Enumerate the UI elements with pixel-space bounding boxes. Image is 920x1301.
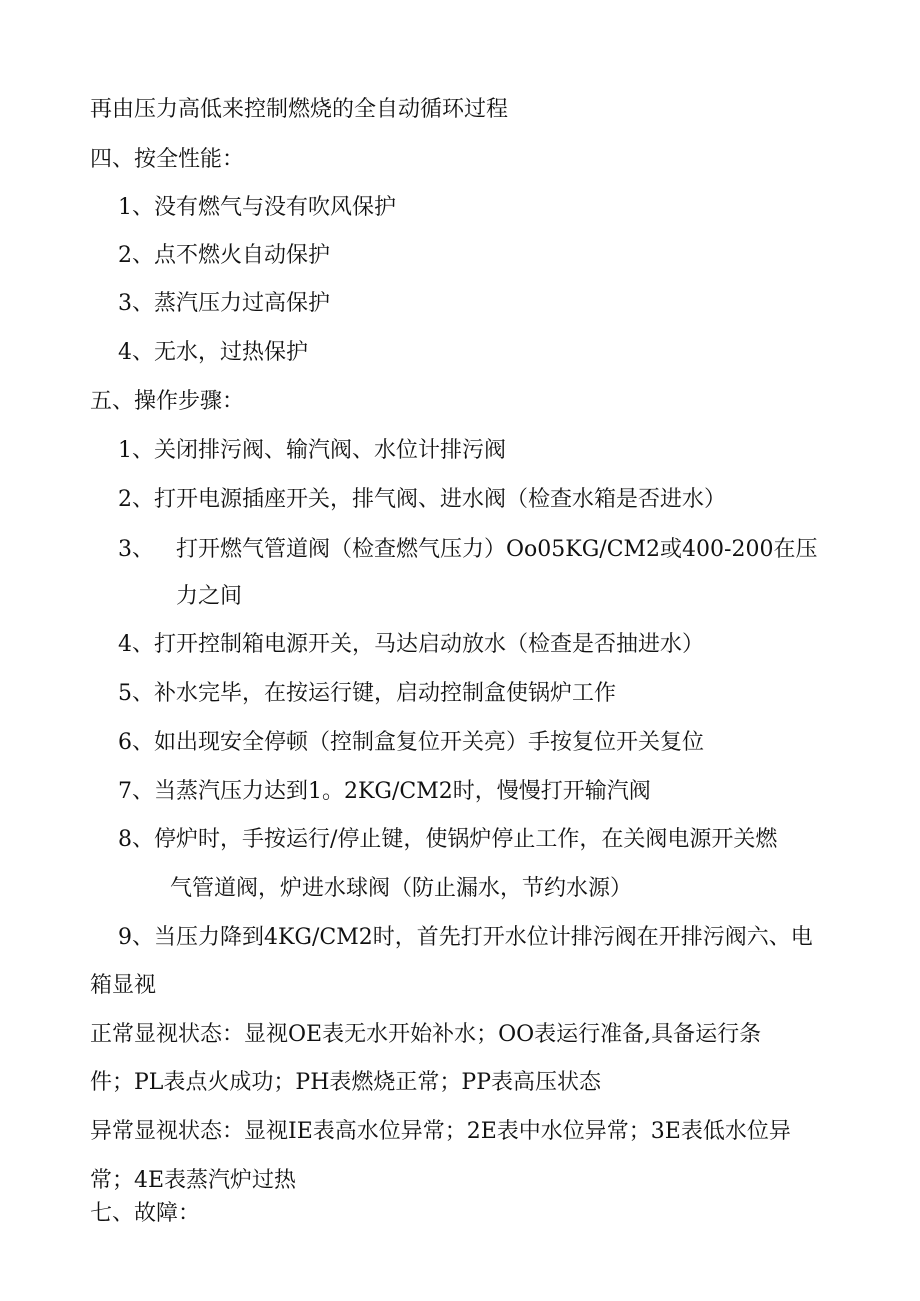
list-item: 3、蒸汽压力过高保护 (118, 291, 330, 316)
list-item: 打开燃气管道阀（检查燃气压力）Oo05KG/CM2或400-200在压 (176, 537, 818, 562)
list-item: 4、无水，过热保护 (118, 340, 308, 365)
list-item: 7、当蒸汽压力达到1。2KG/CM2时，慢慢打开输汽阀 (118, 779, 651, 804)
list-item: 2、点不燃火自动保护 (118, 243, 330, 268)
text-line: 异常显视状态：显视IE表高水位异常；2E表中水位异常；3E表低水位异 (90, 1119, 791, 1144)
list-item: 2、打开电源插座开关，排气阀、进水阀（检查水箱是否进水） (118, 487, 726, 512)
section-heading: 七、故障： (90, 1201, 201, 1226)
list-item: 6、如出现安全停顿（控制盒复位开关亮）手按复位开关复位 (118, 730, 704, 755)
list-item: 1、没有燃气与没有吹风保护 (118, 195, 396, 220)
list-item: 5、补水完毕，在按运行键，启动控制盒使锅炉工作 (118, 681, 616, 706)
list-item-continuation: 力之间 (176, 584, 243, 609)
text-line: 再由压力高低来控制燃烧的全自动循环过程 (90, 97, 509, 122)
text-line: 正常显视状态：显视OE表无水开始补水；OO表运行准备,具备运行条 (90, 1022, 762, 1047)
section-heading: 五、操作步骤： (90, 389, 245, 414)
list-item-continuation: 气管道阀，炉进水球阀（防止漏水，节约水源） (170, 876, 633, 901)
text-line: 常；4E表蒸汽炉过热 (90, 1168, 297, 1193)
list-item: 9、当压力降到4KG/CM2时，首先打开水位计排污阀在开排污阀六、电 (118, 925, 813, 950)
list-item: 8、停炉时，手按运行/停止键，使锅炉停止工作，在关阀电源开关燃 (118, 827, 778, 852)
section-heading: 四、按全性能： (90, 147, 245, 172)
list-item-number: 3、 (118, 537, 154, 562)
list-item: 1、关闭排污阀、输汽阀、水位计排污阀 (118, 438, 506, 463)
text-line: 箱显视 (90, 973, 157, 998)
list-item: 4、打开控制箱电源开关，马达启动放水（检查是否抽进水） (118, 632, 704, 657)
text-line: 件；PL表点火成功；PH表燃烧正常；PP表高压状态 (90, 1070, 602, 1095)
